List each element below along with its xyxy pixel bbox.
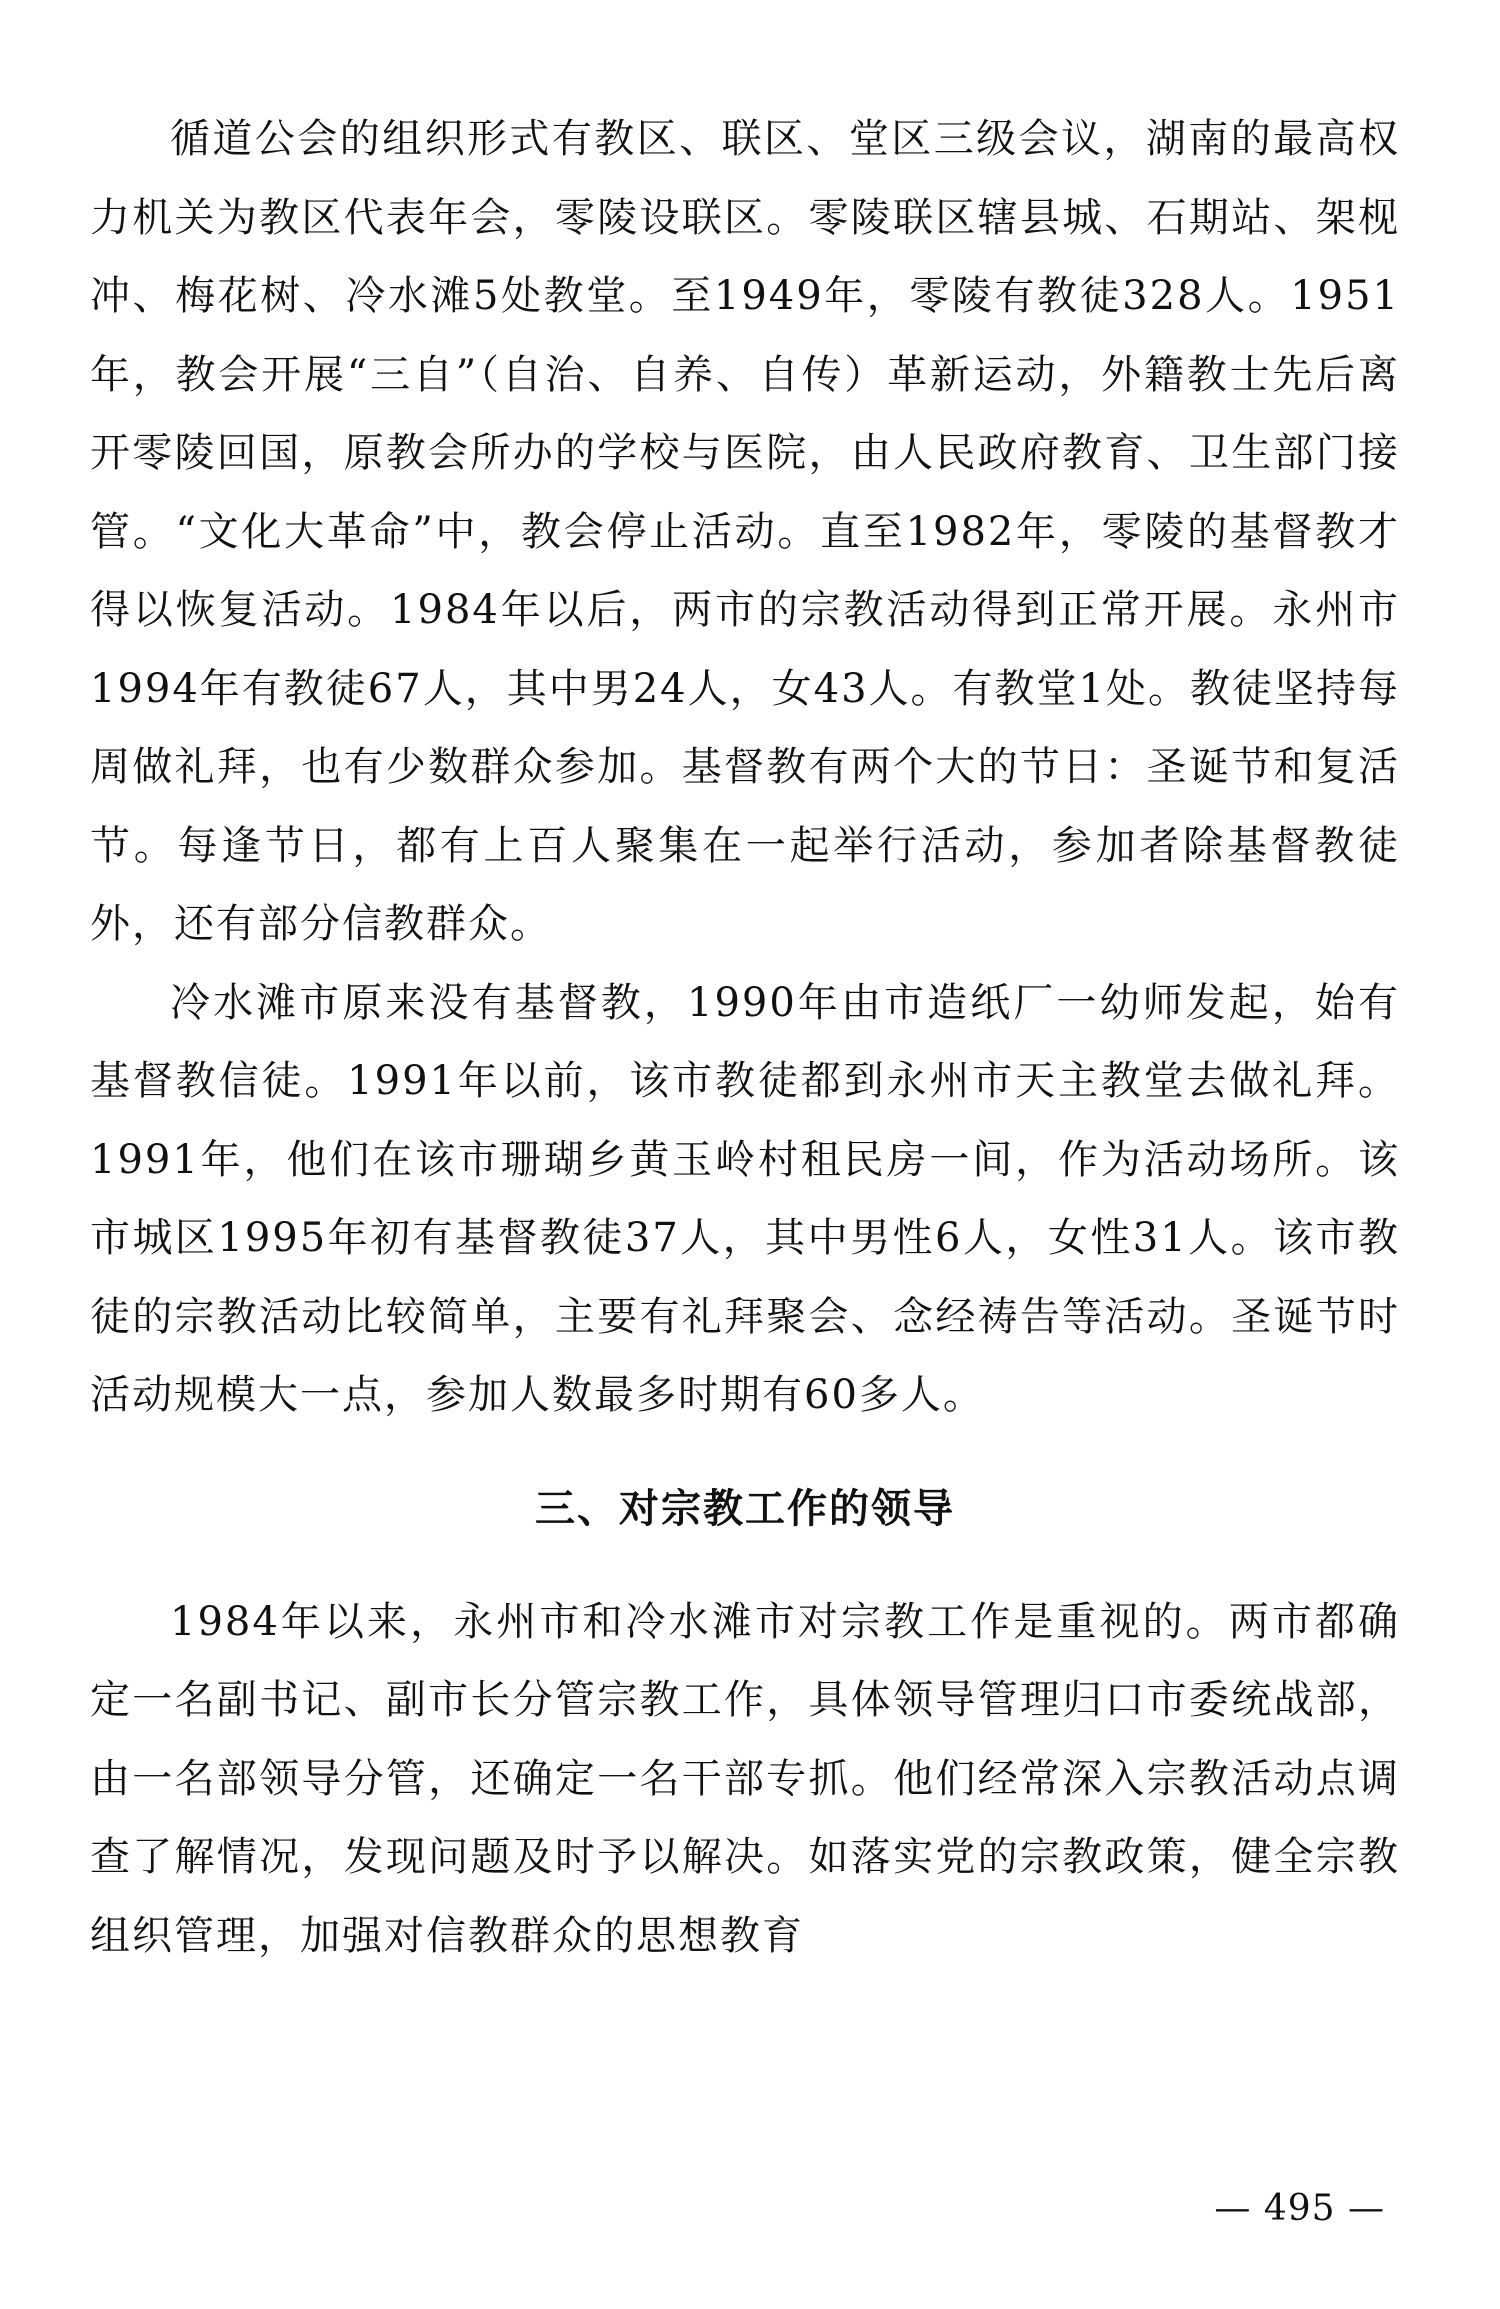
- section-heading: 三、对宗教工作的领导: [535, 1485, 955, 1532]
- body-paragraph-2: 冷水滩市原来没有基督教，1990年由市造纸厂一幼师发起，始有基督教信徒。1991年以前，该市教徒都到永州市天主教堂去做礼拜。1991年，他们在该市珊瑚乡黄玉岭村租民房一间，作为活动场所。该市城区1995年初有基督教徒37人，其中男性6人，女性31人。该市教徒的宗教活动比较简单，主要有礼拜聚会、念经祷告等活动。圣诞节时活动规模大一点，参加人数最多时期有60多人。: [90, 979, 1400, 1418]
- page-number: — 495 —: [1214, 2188, 1385, 2229]
- document-page: [90, 100, 1400, 2300]
- body-paragraph-1: 循道公会的组织形式有教区、联区、堂区三级会议，湖南的最高权力机关为教区代表年会，零陵设联区。零陵联区辖县城、石期站、架枧冲、梅花树、冷水滩5处教堂。至1949年，零陵有教徒328人。1951年，教会开展“三自”（自治、自养、自传）革新运动，外籍教士先后离开零陵回国，原教会所办的学校与医院，由人民政府教育、卫生部门接管。“文化大革命”中，教会停止活动。直至1982年，零陵的基督教才得以恢复活动。1984年以后，两市的宗教活动得到正常开展。永州市1994年有教徒67人，其中男24人，女43人。有教堂1处。教徒坚持每周做礼拜，也有少数群众参加。基督教有两个大的节日：圣诞节和复活节。每逢节日，都有上百人聚集在一起举行活动，参加者除基督教徒外，还有部分信教群众。: [90, 116, 1400, 947]
- body-paragraph-3: 1984年以来，永州市和冷水滩市对宗教工作是重视的。两市都确定一名副书记、副市长分管宗教工作，具体领导管理归口市委统战部，由一名部领导分管，还确定一名干部专抓。他们经常深入宗教活动点调查了解情况，发现问题及时予以解决。如落实党的宗教政策，健全宗教组织管理，加强对信教群众的思想教育: [90, 1598, 1400, 1959]
